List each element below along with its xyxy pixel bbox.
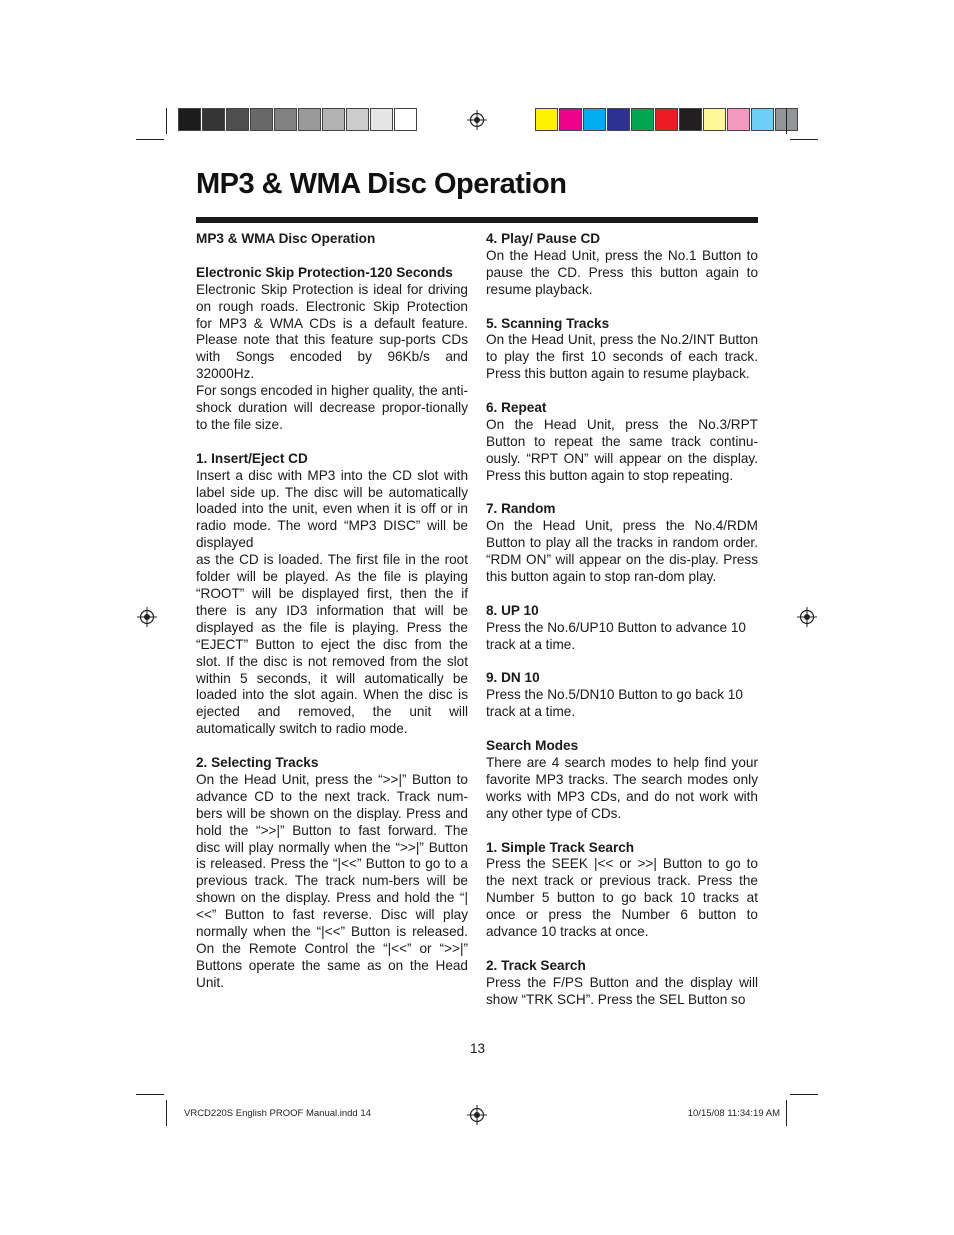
gray-swatch: [226, 108, 249, 131]
crop-mark: [790, 1094, 818, 1095]
gray-swatch: [178, 108, 201, 131]
color-swatch: [727, 108, 750, 131]
gray-swatch: [370, 108, 393, 131]
selecting-tracks-text: On the Head Unit, press the “>>|” Button to advance CD to the next track. Track num-bers will be shown on the display. Press and hold the “>>|” Button to fast forward. The disc will play normally when the “>>|” Button is released. Press the “|<<” Button to go to a previous track. The track num-bers will be shown on the display. Press and hold the “|<<” Button to fast reverse. Disc will play normally when the “|<<” Button is released. On the Remote Control the “|<<” or “>>|” Buttons operate the same as on the Head Unit.: [196, 771, 468, 990]
slug-date: 10/15/08 11:34:19 AM: [687, 1108, 780, 1119]
gray-swatch: [250, 108, 273, 131]
section-heading: MP3 & WMA Disc Operation: [196, 231, 376, 246]
registration-mark-icon: [467, 110, 487, 130]
title-rule: [196, 217, 758, 223]
gray-swatch: [394, 108, 417, 131]
gray-swatch: [346, 108, 369, 131]
gray-swatch: [322, 108, 345, 131]
crop-mark: [166, 1100, 167, 1126]
right-column: [486, 231, 758, 1009]
color-swatch: [751, 108, 774, 131]
insert-eject-text: Insert a disc with MP3 into the CD slot with label side up. The disc will be automatically loaded into the unit, even when it is off or in radio mode. The word “MP3 DISC” will be displayed: [196, 467, 468, 551]
simple-track-search-text: Press the SEEK |<< or >>| Button to go to the next track or previous track. Press the Number 5 button to go back 10 tracks at once or press the Number 6 button to advance 10 tracks at once.: [486, 856, 758, 940]
insert-eject-text-2: as the CD is loaded. The first file in the root folder will be played. As the file is playing “ROOT” will be displayed first, then the if there is any ID3 information that will be displayed as the file is playing. Press the “EJECT” Button to eject the disc from the slot. If the disc is not removed from the slot within 5 seconds, it will automatically be loaded into the slot again. When the disc is ejected and removed, the unit will automatically switch to radio mode.: [196, 552, 468, 737]
gray-swatch: [202, 108, 225, 131]
track-search-heading: 2. Track Search: [486, 957, 586, 973]
crop-mark: [136, 139, 164, 140]
dn10-heading: 9. DN 10: [486, 670, 540, 686]
random-text: On the Head Unit, press the No.4/RDM Button to play all the tracks in random order. “RDM ON” will appear on the dis-play. Press this button again to stop ran-dom play.: [486, 518, 758, 585]
color-swatch: [679, 108, 702, 131]
color-swatch: [631, 108, 654, 131]
gray-swatch: [274, 108, 297, 131]
repeat-text: On the Head Unit, press the No.3/RPT Button to repeat the same track continu-ously. “RPT ON” will appear on the display. Press this button again to stop repeating.: [486, 416, 758, 483]
esp-text-2: For songs encoded in higher quality, the anti-shock duration will decrease propor-tionally to the file size.: [196, 383, 468, 432]
page-title: MP3 & WMA Disc Operation: [196, 168, 567, 200]
color-swatch: [535, 108, 558, 131]
registration-mark-icon: [137, 607, 157, 627]
search-modes-text: There are 4 search modes to help find your favorite MP3 tracks. The search modes only works with MP3 CDs, and do not work with any other type of CDs.: [486, 755, 758, 821]
insert-eject-heading: 1. Insert/Eject CD: [196, 450, 308, 466]
simple-track-search-heading: 1. Simple Track Search: [486, 839, 635, 855]
up10-heading: 8. UP 10: [486, 602, 539, 618]
play-pause-text: On the Head Unit, press the No.1 Button to pause the CD. Press this button again to resume playback.: [486, 247, 758, 297]
selecting-tracks-heading: 2. Selecting Tracks: [196, 755, 319, 771]
process-color-bar: [535, 108, 799, 131]
track-search-text: Press the F/PS Button and the display will show “TRK SCH”. Press the SEL Button so: [486, 974, 758, 1007]
grayscale-color-bar: [178, 108, 418, 131]
crop-mark: [166, 108, 167, 134]
gray-swatch: [298, 108, 321, 131]
scanning-text: On the Head Unit, press the No.2/INT Button to play the first 10 seconds of each track. Press this button again to resume playback.: [486, 332, 758, 382]
scanning-heading: 5. Scanning Tracks: [486, 315, 610, 331]
color-swatch: [607, 108, 630, 131]
play-pause-heading: 4. Play/ Pause CD: [486, 231, 601, 246]
registration-mark-icon: [797, 607, 817, 627]
crop-mark: [786, 1100, 787, 1126]
search-modes-heading: Search Modes: [486, 738, 579, 754]
crop-mark: [136, 1094, 164, 1095]
esp-text: Electronic Skip Protection is ideal for driving on rough roads. Electronic Skip Protection for MP3 & WMA CDs is a default feature. Please note that this feature sup-ports CDs with Songs encoded by 96Kb/s and 32000Hz.: [196, 281, 468, 382]
color-swatch: [559, 108, 582, 131]
crop-mark: [790, 139, 818, 140]
up10-text: Press the No.6/UP10 Button to advance 10 track at a time.: [486, 619, 746, 652]
color-swatch: [703, 108, 726, 131]
left-column: [196, 231, 468, 992]
registration-mark-icon: [467, 1105, 487, 1125]
random-heading: 7. Random: [486, 501, 556, 517]
color-swatch: [583, 108, 606, 131]
color-swatch: [655, 108, 678, 131]
slug-file-info: VRCD220S English PROOF Manual.indd 14: [184, 1108, 371, 1119]
esp-heading: Electronic Skip Protection-120 Seconds: [196, 264, 453, 280]
dn10-text: Press the No.5/DN10 Button to go back 10 track at a time.: [486, 687, 743, 720]
page-number: 13: [470, 1041, 486, 1056]
repeat-heading: 6. Repeat: [486, 400, 547, 416]
crop-mark: [786, 108, 787, 134]
